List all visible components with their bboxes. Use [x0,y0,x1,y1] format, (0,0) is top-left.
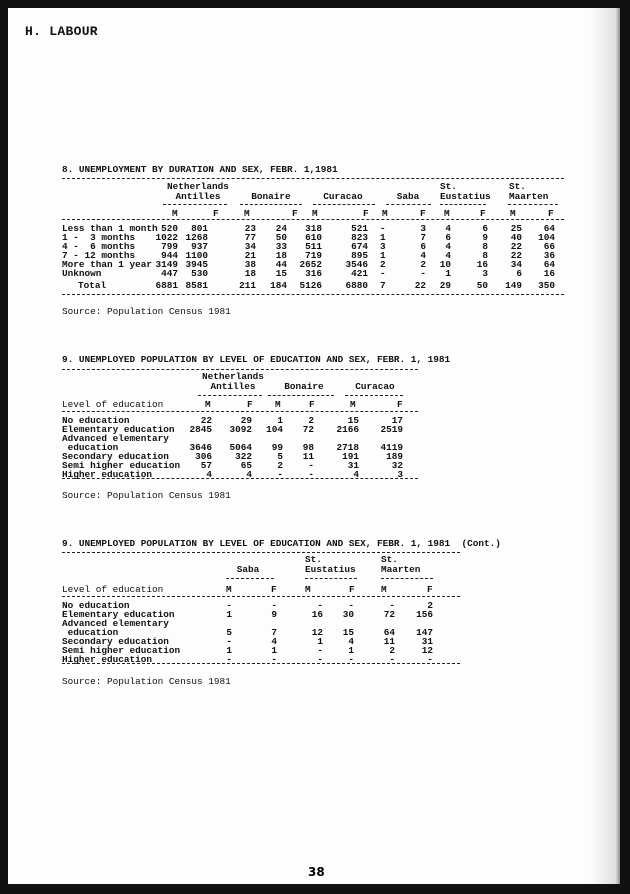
col-f: F [309,399,315,410]
row-label-cont: education [62,627,119,638]
divider [62,663,460,664]
total-value: 5126 [299,280,322,291]
row-label: 7 - 12 months [62,250,136,261]
cell-value: 18 [275,250,287,261]
group-underline [240,204,302,205]
cell-value: 25 [510,223,522,234]
cell-value: 6 [445,232,451,243]
cell-value: 16 [311,609,323,620]
cell-value: 15 [275,268,287,279]
row-label: Advanced elementary [62,618,169,629]
cell-value: 1 [226,645,232,656]
cell-value: 11 [383,636,395,647]
cell-value: 147 [416,627,433,638]
col-f: F [292,208,298,219]
source-note: Source: Population Census 1981 [62,490,231,501]
col-f: F [363,208,369,219]
page-number: 38 [308,865,325,879]
cell-value: - [317,654,323,665]
cell-value: - [427,654,433,665]
cell-value: 12 [311,627,323,638]
group-header-line2: Eustatius [440,191,491,202]
cell-value: 4 [445,223,451,234]
cell-value: 895 [351,250,368,261]
group-underline [305,578,357,579]
cell-value: 937 [191,241,208,252]
cell-value: 11 [302,451,314,462]
cell-value: 50 [275,232,287,243]
cell-value: 3092 [229,424,252,435]
total-value: 29 [439,280,451,291]
divider [62,552,460,553]
row-label: 1 - 3 months [62,232,136,243]
cell-value: 4119 [380,442,403,453]
col-m: M [205,399,211,410]
col-m: M [172,208,178,219]
row-label: Secondary education [62,451,169,462]
col-f: F [247,399,253,410]
row-label: 4 - 6 months [62,241,136,252]
cell-value: 38 [244,259,256,270]
cell-value: 34 [510,259,522,270]
cell-value: 16 [543,268,555,279]
cell-value: 2 [277,460,283,471]
cell-value: 1 [348,645,354,656]
cell-value: 22 [510,241,522,252]
cell-value: - [348,600,354,611]
cell-value: 4 [420,250,426,261]
cell-value: 520 [161,223,178,234]
group-header-line2: Eustatius [305,564,356,575]
cell-value: 421 [351,268,368,279]
cell-value: 447 [161,268,178,279]
group-underline [226,578,274,579]
cell-value: 4 [246,469,252,480]
cell-value: 40 [510,232,522,243]
cell-value: 530 [191,268,208,279]
cell-value: 823 [351,232,368,243]
cell-value: 8 [482,250,488,261]
cell-value: 36 [543,250,555,261]
cell-value: - [277,469,283,480]
cell-value: 6 [420,241,426,252]
cell-value: 30 [342,609,354,620]
cell-value: - [389,600,395,611]
cell-value: 2 [427,600,433,611]
cell-value: 4 [271,636,277,647]
group-header-line1: Netherlands [202,371,264,382]
divider [62,219,564,220]
total-value: 211 [239,280,256,291]
group-underline [508,204,558,205]
group-header-line1: Netherlands [167,181,229,192]
source-note: Source: Population Census 1981 [62,306,231,317]
cell-value: 2 [308,415,314,426]
cell-value: 674 [351,241,368,252]
total-value: 149 [505,280,522,291]
cell-value: 72 [383,609,395,620]
cell-value: - [317,600,323,611]
cell-value: 2 [380,259,386,270]
cell-value: 2519 [380,424,403,435]
cell-value: 3 [397,469,403,480]
cell-value: 99 [271,442,283,453]
row-label: Higher education [62,469,153,480]
cell-value: 98 [302,442,314,453]
group-underline [163,204,227,205]
group-header-line2: Bonaire [251,191,291,202]
row-header-label: Level of education [62,584,164,595]
cell-value: 24 [275,223,287,234]
cell-value: 9 [271,609,277,620]
group-underline [313,204,375,205]
cell-value: 1022 [155,232,178,243]
cell-value: 156 [416,609,433,620]
col-f: F [349,584,355,595]
cell-value: 4 [353,469,359,480]
cell-value: 3 [482,268,488,279]
total-value: 8581 [185,280,208,291]
col-m: M [510,208,516,219]
cell-value: 77 [244,232,256,243]
cell-value: - [226,636,232,647]
cell-value: 18 [244,268,256,279]
cell-value: - [420,268,426,279]
cell-value: 3945 [185,259,208,270]
row-label: Semi higher education [62,645,181,656]
cell-value: 104 [538,232,555,243]
cell-value: 1 [317,636,323,647]
cell-value: 1 [380,232,386,243]
col-f: F [427,584,433,595]
cell-value: 9 [482,232,488,243]
cell-value: 65 [240,460,252,471]
row-label: Unknown [62,268,102,279]
group-underline [381,578,433,579]
group-header-line2: Maarten [509,191,549,202]
group-underline [198,395,262,396]
col-m: M [381,584,387,595]
divider [62,411,418,412]
cell-value: 5 [277,451,283,462]
cell-value: 944 [161,250,178,261]
group-underline [345,395,403,396]
row-label: Higher education [62,654,153,665]
group-header-line2: Bonaire [284,381,324,392]
cell-value: 3546 [345,259,368,270]
cell-value: 1 [226,609,232,620]
cell-value: 34 [244,241,256,252]
cell-value: 316 [305,268,322,279]
row-label: Elementary education [62,609,175,620]
cell-value: - [271,600,277,611]
cell-value: 2652 [299,259,322,270]
total-value: 7 [380,280,386,291]
cell-value: 44 [275,259,287,270]
cell-value: 4 [348,636,354,647]
group-header-line2: Saba [396,191,420,202]
cell-value: 7 [271,627,277,638]
cell-value: 5 [226,627,232,638]
cell-value: 799 [161,241,178,252]
cell-value: 2 [389,645,395,656]
cell-value: 189 [386,451,403,462]
col-m: M [444,208,450,219]
source-note: Source: Population Census 1981 [62,676,231,687]
table-title: 8. UNEMPLOYMENT BY DURATION AND SEX, FEBR. 1,1981 [62,164,338,175]
cell-value: 8 [482,241,488,252]
cell-value: 3646 [189,442,212,453]
page-edge-shadow [590,8,620,884]
row-label: More than 1 year [62,259,153,270]
group-header-line2: Curacao [323,191,363,202]
row-label: Elementary education [62,424,175,435]
cell-value: - [380,268,386,279]
cell-value: 10 [439,259,451,270]
row-label: No education [62,600,130,611]
cell-value: 15 [347,415,359,426]
cell-value: - [271,654,277,665]
group-header-line2: Antilles [175,191,221,202]
cell-value: 22 [510,250,522,261]
cell-value: 1 [271,645,277,656]
cell-value: 64 [543,259,555,270]
row-label: Advanced elementary [62,433,169,444]
cell-value: - [389,654,395,665]
col-m: M [382,208,388,219]
cell-value: 7 [420,232,426,243]
cell-value: 21 [244,250,256,261]
cell-value: 31 [347,460,359,471]
total-value: 22 [414,280,426,291]
cell-value: 31 [421,636,433,647]
cell-value: 15 [342,627,354,638]
cell-value: 6 [516,268,522,279]
cell-value: 12 [421,645,433,656]
col-m: M [305,584,311,595]
col-f: F [548,208,554,219]
cell-value: 719 [305,250,322,261]
group-underline [386,204,431,205]
cell-value: 1 [277,415,283,426]
group-header-line1: St. [381,554,398,565]
row-label-cont: education [62,442,119,453]
col-m: M [350,399,356,410]
row-label: Semi higher education [62,460,181,471]
col-m: M [312,208,318,219]
cell-value: 17 [391,415,403,426]
cell-value: 2718 [336,442,359,453]
divider [62,596,460,597]
col-m: M [226,584,232,595]
cell-value: 29 [240,415,252,426]
cell-value: 1 [380,250,386,261]
total-value: 184 [270,280,287,291]
cell-value: 64 [383,627,395,638]
cell-value: - [226,600,232,611]
cell-value: 3149 [155,259,178,270]
total-label: Total [78,280,107,291]
cell-value: - [226,654,232,665]
table-title: 9. UNEMPLOYED POPULATION BY LEVEL OF EDUCATION AND SEX, FEBR. 1, 1981 (Cont.) [62,538,501,549]
section-heading: H. LABOUR [25,24,98,39]
group-header-line2: Maarten [381,564,421,575]
cell-value: 2845 [189,424,212,435]
cell-value: - [308,460,314,471]
col-f: F [271,584,277,595]
cell-value: 5064 [229,442,252,453]
cell-value: 1268 [185,232,208,243]
col-m: M [275,399,281,410]
cell-value: 3 [380,241,386,252]
col-f: F [480,208,486,219]
group-header-line2: Curacao [355,381,395,392]
cell-value: 511 [305,241,322,252]
cell-value: 16 [476,259,488,270]
cell-value: 4 [445,241,451,252]
cell-value: - [317,645,323,656]
cell-value: 4 [445,250,451,261]
cell-value: 1100 [185,250,208,261]
col-f: F [397,399,403,410]
col-m: M [244,208,250,219]
cell-value: 57 [200,460,212,471]
cell-value: 2 [420,259,426,270]
cell-value: 801 [191,223,208,234]
cell-value: - [348,654,354,665]
group-header-line1: St. [509,181,526,192]
row-header-label: Level of education [62,399,164,410]
total-value: 50 [476,280,488,291]
divider [62,478,418,479]
cell-value: 4 [206,469,212,480]
cell-value: - [380,223,386,234]
cell-value: 64 [543,223,555,234]
group-header-line2: Saba [236,564,260,575]
row-label: No education [62,415,130,426]
group-underline [268,395,334,396]
cell-value: 1 [445,268,451,279]
col-f: F [420,208,426,219]
total-value: 6880 [345,280,368,291]
cell-value: 521 [351,223,368,234]
total-value: 6881 [155,280,178,291]
cell-value: 104 [266,424,283,435]
document-page [8,8,620,884]
cell-value: 22 [200,415,212,426]
cell-value: 610 [305,232,322,243]
row-label: Less than 1 month [62,223,158,234]
group-header-line1: St. [305,554,322,565]
cell-value: 66 [543,241,555,252]
total-value: 350 [538,280,555,291]
group-header-line1: St. [440,181,457,192]
cell-value: 306 [195,451,212,462]
cell-value: 191 [342,451,359,462]
row-label: Secondary education [62,636,169,647]
cell-value: 33 [275,241,287,252]
cell-value: 3 [420,223,426,234]
table-title: 9. UNEMPLOYED POPULATION BY LEVEL OF EDUCATION AND SEX, FEBR. 1, 1981 [62,354,451,365]
group-underline [440,204,486,205]
cell-value: 318 [305,223,322,234]
cell-value: 32 [391,460,403,471]
divider [62,369,418,370]
cell-value: 2166 [336,424,359,435]
divider [62,294,564,295]
cell-value: 72 [302,424,314,435]
col-f: F [213,208,219,219]
cell-value: 6 [482,223,488,234]
cell-value: 322 [235,451,252,462]
cell-value: 23 [244,223,256,234]
divider [62,178,564,179]
group-header-line2: Antilles [210,381,256,392]
cell-value: - [308,469,314,480]
